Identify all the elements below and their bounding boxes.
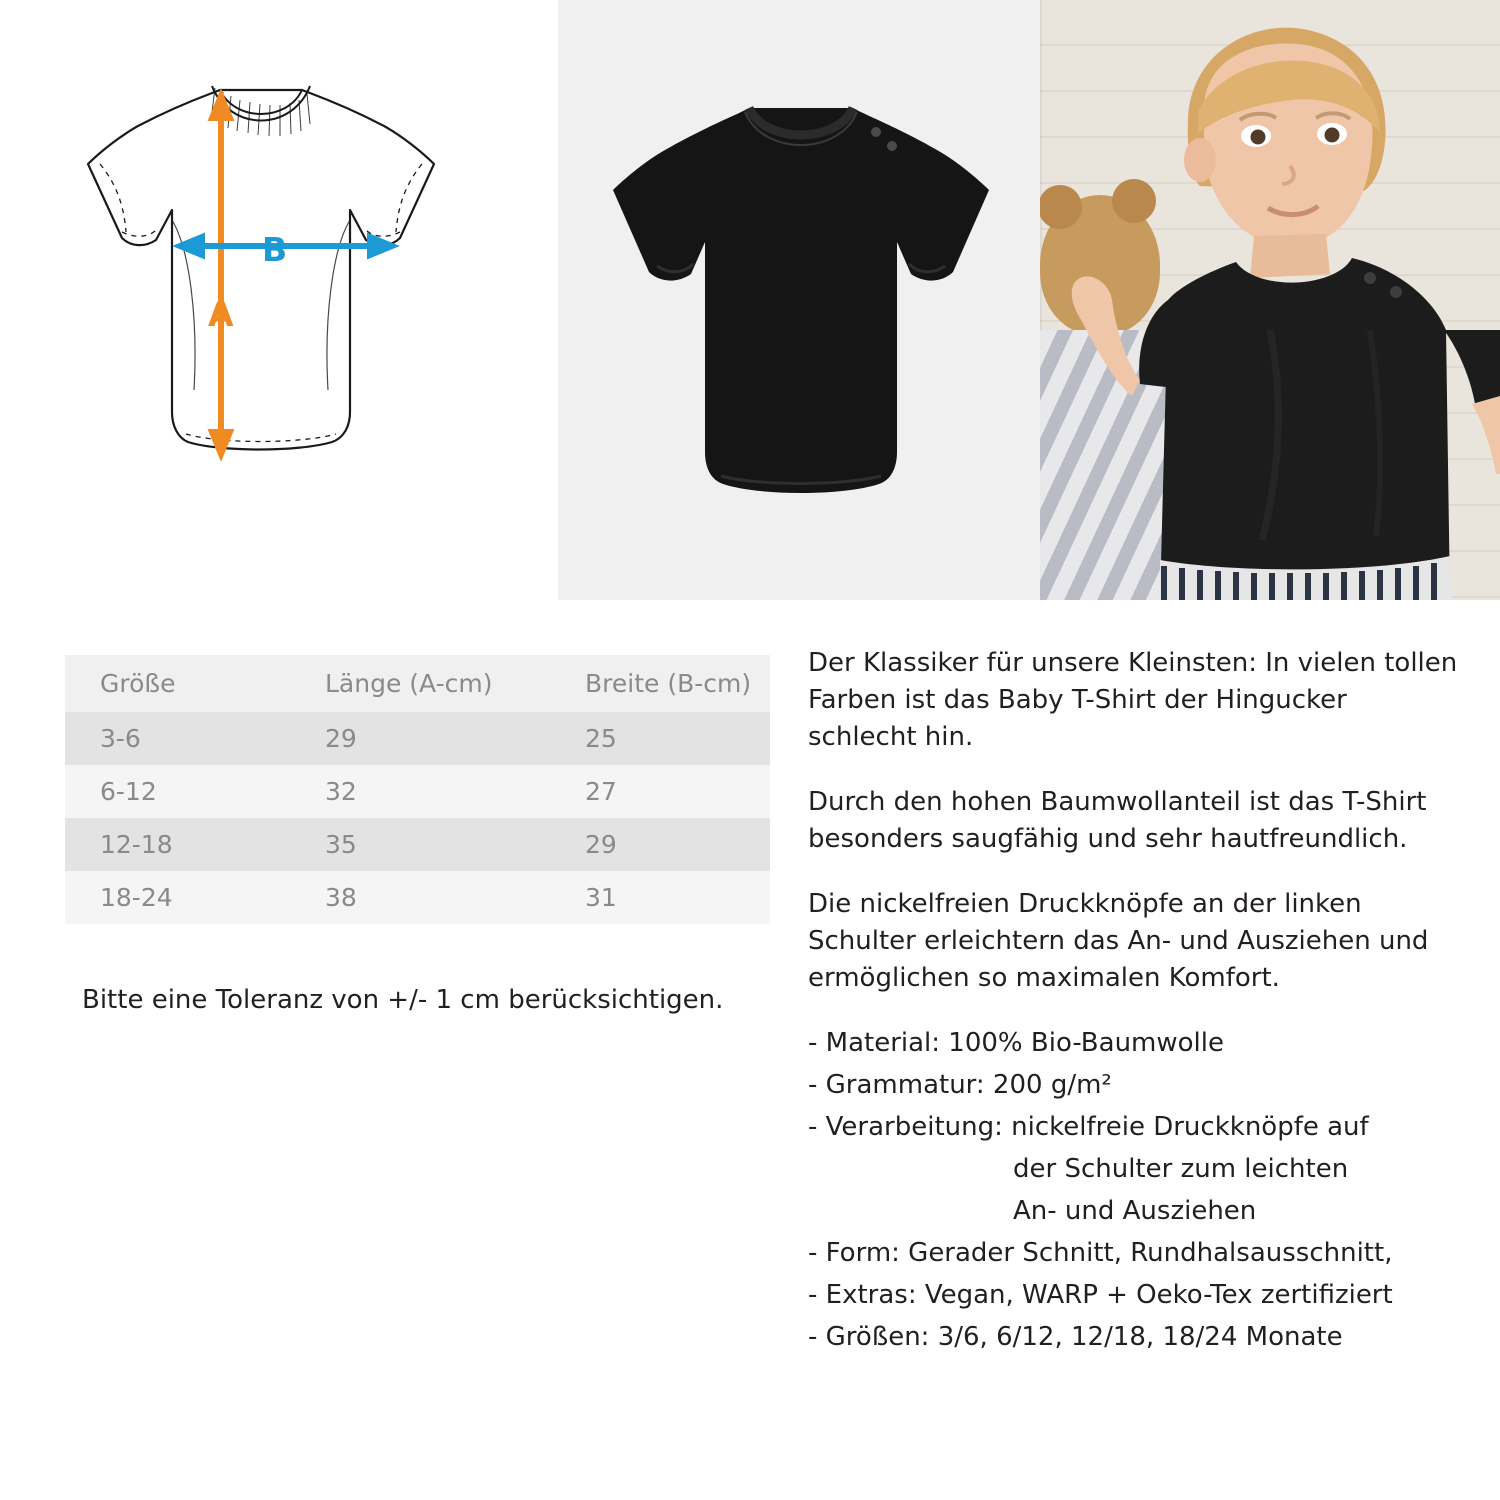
measurement-label-b: B [262, 230, 288, 269]
cell-width: 25 [585, 724, 617, 753]
spec-verarbeitung-line2: der Schulter zum leichten [1013, 1154, 1349, 1184]
table-header-row [65, 655, 770, 712]
table-row [65, 871, 770, 924]
spec-verarbeitung-line3: An- und Ausziehen [1013, 1196, 1257, 1226]
spec-material: - Material: 100% Bio-Baumwolle [808, 1028, 1224, 1058]
black-tshirt-icon [599, 90, 999, 510]
description-paragraph-1: Der Klassiker für unsere Kleinsten: In vielen tollen Farben ist das Baby T-Shirt der Hingucker schlecht hin. [808, 648, 1458, 752]
image-row [0, 0, 1500, 600]
table-header-width: Breite (B-cm) [550, 655, 770, 712]
spec-form: - Form: Gerader Schnitt, Rundhalsausschnitt, [808, 1238, 1393, 1268]
lifestyle-photo-panel [1040, 0, 1500, 600]
child-photo [1040, 0, 1500, 600]
description-paragraph-3: Die nickelfreien Druckknöpfe an der linken Schulter erleichtern das An- und Ausziehen und ermöglichen so maximalen Komfort. [808, 889, 1429, 993]
description-column [808, 645, 1458, 1361]
product-image-panel [558, 0, 1040, 600]
cell-width: 27 [585, 777, 617, 806]
measurement-label-a: A [208, 295, 234, 334]
table-header-length: Länge (A-cm) [290, 655, 550, 712]
spec-list [808, 1025, 1458, 1356]
cell-length: 35 [325, 830, 357, 859]
measurement-diagram-panel [0, 0, 558, 600]
spec-grammatur: - Grammatur: 200 g/m² [808, 1070, 1112, 1100]
table-row [65, 765, 770, 818]
cell-width: 31 [585, 883, 617, 912]
table-row [65, 712, 770, 765]
tolerance-note: Bitte eine Toleranz von +/- 1 cm berücksichtigen. [82, 985, 724, 1015]
spec-groessen: - Größen: 3/6, 6/12, 12/18, 18/24 Monate [808, 1322, 1343, 1352]
spec-verarbeitung: - Verarbeitung: nickelfreie Druckknöpfe auf [808, 1112, 1369, 1142]
table-row [65, 818, 770, 871]
cell-length: 38 [325, 883, 357, 912]
size-table-wrap [65, 655, 770, 924]
tshirt-outline-icon [60, 60, 490, 480]
spec-extras: - Extras: Vegan, WARP + Oeko-Tex zertifiziert [808, 1280, 1393, 1310]
cell-size: 6-12 [100, 777, 157, 806]
cell-size: 3-6 [100, 724, 141, 753]
cell-length: 32 [325, 777, 357, 806]
table-header-size: Größe [65, 655, 290, 712]
cell-length: 29 [325, 724, 357, 753]
description-paragraph-2: Durch den hohen Baumwollanteil ist das T-Shirt besonders saugfähig und sehr hautfreundlich. [808, 787, 1427, 854]
cell-width: 29 [585, 830, 617, 859]
cell-size: 12-18 [100, 830, 173, 859]
cell-size: 18-24 [100, 883, 173, 912]
size-table [65, 655, 770, 924]
